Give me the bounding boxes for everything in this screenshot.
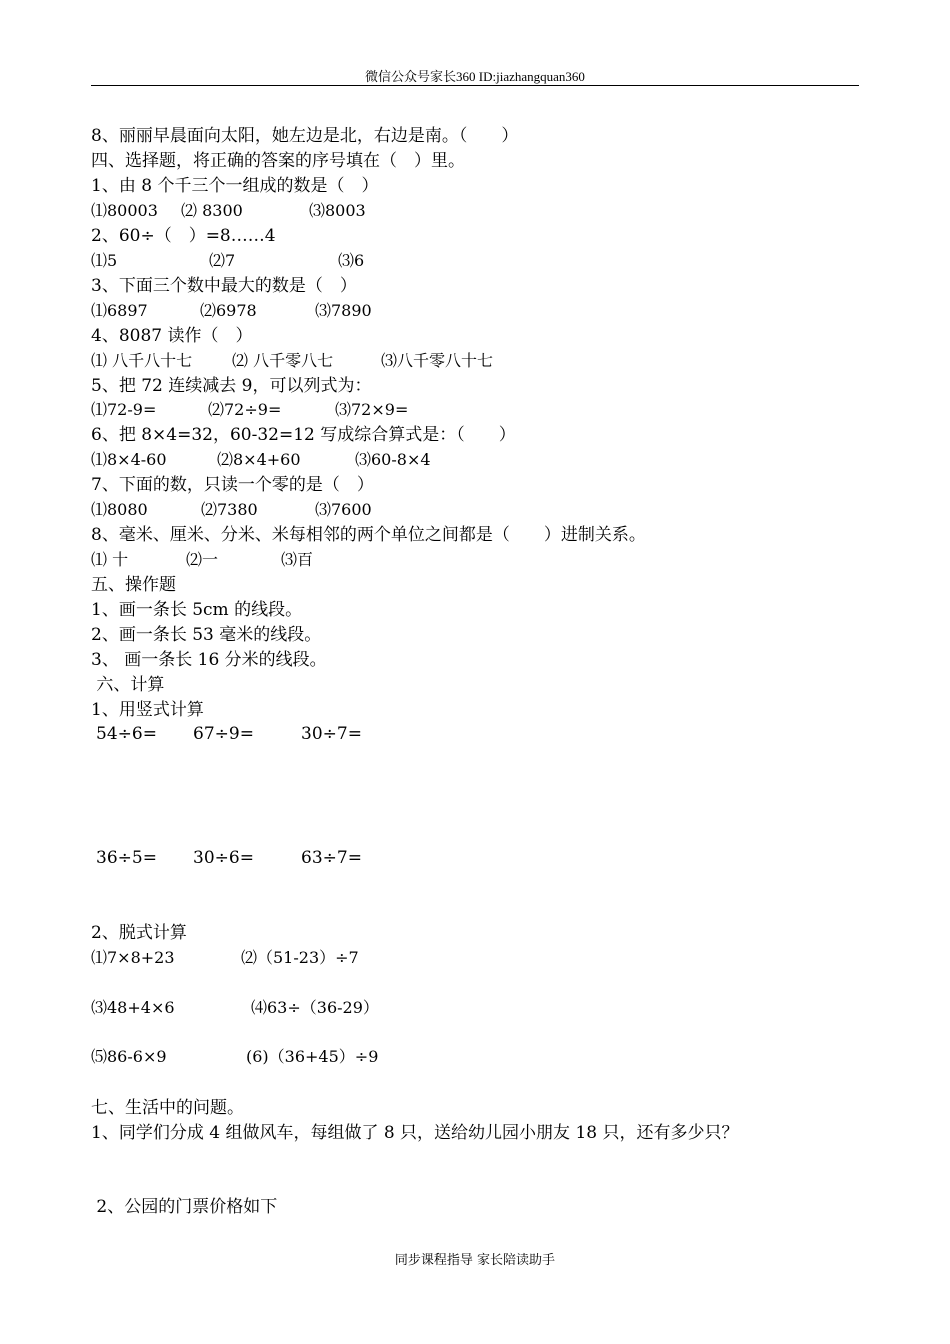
option: ⑵ 八千零八七 [232,351,334,370]
option: ⑵7380 [201,500,258,519]
choice-options-5 [91,400,851,420]
calc-item: ⑶48+4×6 [91,998,175,1017]
option: ⑴72-9= [91,400,157,419]
judge-question-8: 8、丽丽早晨面向太阳，她左边是北，右边是南。（ ） [91,126,519,146]
header-divider [91,85,859,86]
option: ⑴80003 [91,201,158,220]
choice-options-6 [91,450,851,470]
option: ⑴8×4-60 [91,450,167,469]
choice-options-3 [91,301,851,321]
operation-item-2: 2、画一条长 53 毫米的线段。 [91,625,322,645]
calc-item: 67÷9= [193,724,254,744]
section-5-title: 五、操作题 [91,575,176,595]
option: ⑶百 [281,550,314,569]
choice-options-8 [91,550,851,570]
page-footer: 同步课程指导 家长陪读助手 [394,1253,556,1268]
calc-item: 36÷5= [96,848,157,868]
calc-item: ⑷63÷（36-29） [251,998,379,1017]
option: ⑶8003 [309,201,366,220]
step-calc-row-2 [91,998,851,1018]
vertical-calc-title: 1、用竖式计算 [91,700,204,720]
option: ⑵6978 [200,301,257,320]
option: ⑶八千零八十七 [381,351,494,370]
vertical-calc-row-2 [91,848,851,868]
choice-question-7: 7、下面的数，只读一个零的是（ ） [91,475,374,495]
calc-item: 54÷6= [96,724,157,744]
calc-item: ⑴7×8+23 [91,948,175,967]
option: ⑴5 [91,251,118,270]
step-calc-row-1 [91,948,851,968]
choice-question-8: 8、毫米、厘米、分米、米每相邻的两个单位之间都是（ ）进制关系。 [91,525,646,545]
step-calc-row-3 [91,1047,851,1067]
choice-question-2: 2、60÷（ ）=8……4 [91,226,276,246]
section-6-title: 六、计算 [91,675,165,695]
choice-options-2 [91,251,851,271]
option: ⑵72÷9= [208,400,282,419]
option: ⑴ 八千八十七 [91,351,193,370]
operation-item-3: 3、 画一条长 16 分米的线段。 [91,650,327,670]
option: ⑵ 8300 [181,201,243,220]
option: ⑵8×4+60 [217,450,301,469]
choice-options-4 [91,351,851,371]
choice-question-3: 3、下面三个数中最大的数是（ ） [91,276,357,296]
choice-options-7 [91,500,851,520]
option: ⑶7600 [315,500,372,519]
option: ⑴6897 [91,301,148,320]
option: ⑵一 [186,550,219,569]
life-question-2: 2、公园的门票价格如下 [91,1197,278,1217]
calc-item: ⑵（51-23）÷7 [241,948,359,967]
calc-item: (6)（36+45）÷9 [246,1047,379,1066]
section-7-title: 七、生活中的问题。 [91,1098,244,1118]
option: ⑶7890 [315,301,372,320]
option: ⑴8080 [91,500,148,519]
choice-question-5: 5、把 72 连续减去 9，可以列式为： [91,376,372,396]
page-header: 微信公众号家长360 ID:jiazhangquan360 [365,69,585,84]
section-4-title: 四、选择题，将正确的答案的序号填在（ ）里。 [91,151,465,171]
option: ⑶6 [338,251,365,270]
operation-item-1: 1、画一条长 5cm 的线段。 [91,600,303,620]
choice-options-1 [91,201,851,221]
calc-item: 63÷7= [301,848,362,868]
choice-question-6: 6、把 8×4=32，60-32=12 写成综合算式是：（ ） [91,425,516,445]
option: ⑶72×9= [335,400,409,419]
vertical-calc-row-1 [91,724,851,744]
option: ⑶60-8×4 [355,450,431,469]
option: ⑵7 [209,251,236,270]
life-question-1: 1、同学们分成 4 组做风车，每组做了 8 只，送给幼儿园小朋友 18 只，还有多少只？ [91,1123,739,1143]
calc-item: 30÷6= [193,848,254,868]
choice-question-1: 1、由 8 个千三个一组成的数是（ ） [91,176,379,196]
step-calc-title: 2、脱式计算 [91,923,187,943]
calc-item: ⑸86-6×9 [91,1047,167,1066]
calc-item: 30÷7= [301,724,362,744]
option: ⑴ 十 [91,550,129,569]
choice-question-4: 4、8087 读作（ ） [91,326,253,346]
